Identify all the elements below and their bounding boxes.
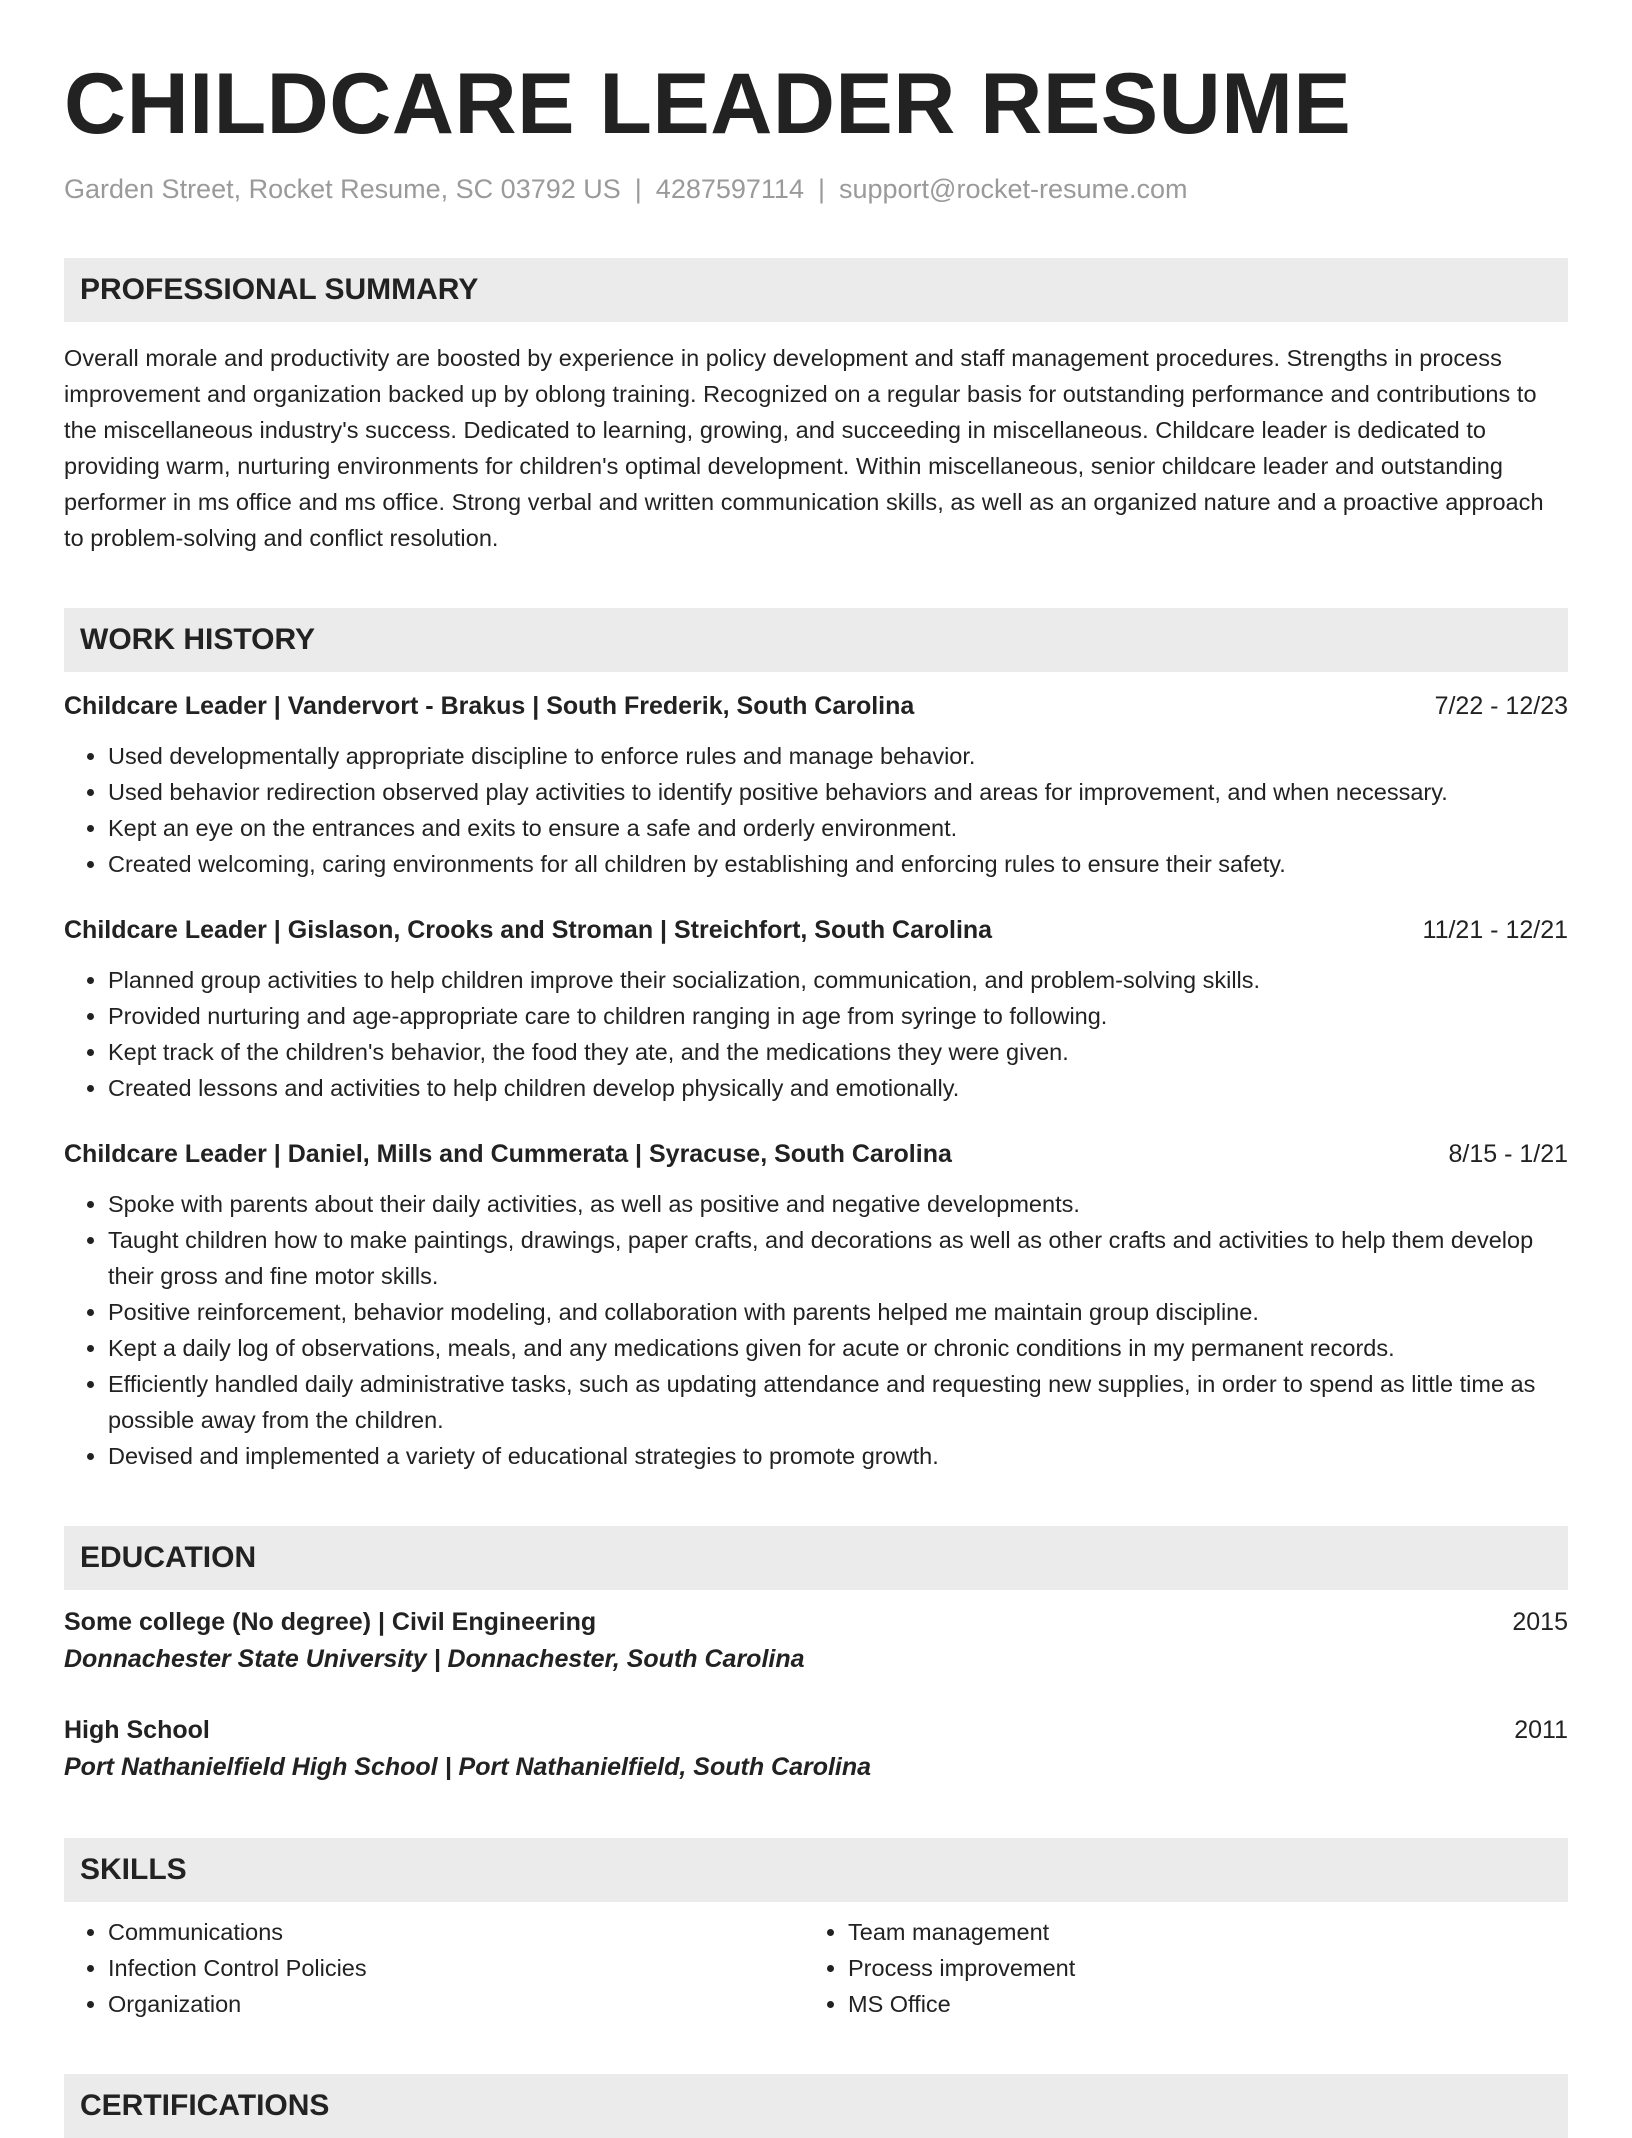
skill-item: • Infection Control Policies [108, 1950, 804, 1986]
education-header [64, 1604, 1568, 1640]
contact-address: Garden Street, Rocket Resume, SC 03792 US [64, 174, 621, 204]
summary-text: Overall morale and productivity are boosted by experience in policy development and staff management procedures. Strengths in process improvement and organization backed up by oblong training. Recognized on a regular basis for outstanding performance and contributions to the miscellaneous industry's success. Dedicated to learning, growing, and succeeding in miscellaneous. Childcare leader is dedicated to providing warm, nurturing environments for children's optimal development. Within miscellaneous, senior childcare leader and outstanding performer in ms office and ms office. Strong verbal and written communication skills, as well as an organized nature and a proactive approach to problem-solving and conflict resolution. [64, 345, 1544, 551]
contact-line [64, 172, 1568, 206]
skills-list [64, 1914, 1568, 2022]
skills-column-right [804, 1914, 1544, 2022]
contact-separator: | [634, 174, 642, 204]
job-entry [64, 1136, 1568, 1474]
education-school: Donnachester State University | Donnachester, South Carolina [64, 1645, 805, 1673]
list-item: • Provided nurturing and age-appropriate care to children ranging in age from syringe to following. [108, 998, 1568, 1034]
education-entry [64, 1712, 1568, 1786]
list-item: • Taught children how to make paintings, drawings, paper crafts, and decorations as well as other crafts and activities to help them develop their gross and fine motor skills. [108, 1222, 1568, 1294]
list-item: • Planned group activities to help children improve their socialization, communication, and problem-solving skills. [108, 962, 1568, 998]
list-item: • Used behavior redirection observed play activities to identify positive behaviors and areas for improvement, and when necessary. [108, 774, 1568, 810]
contact-separator: | [817, 174, 825, 204]
section-heading-work-history: WORK HISTORY [64, 608, 1568, 672]
education-degree: Some college (No degree) | Civil Engineering [64, 1608, 597, 1636]
job-title: Childcare Leader | Gislason, Crooks and Stroman | Streichfort, South Carolina [64, 916, 993, 944]
job-dates: 7/22 - 12/23 [1434, 692, 1568, 720]
contact-email: support@rocket-resume.com [838, 174, 1188, 204]
section-heading-certifications: CERTIFICATIONS [64, 2074, 1568, 2138]
job-entry [64, 688, 1568, 882]
list-item: • Kept an eye on the entrances and exits to ensure a safe and orderly environment. [108, 810, 1568, 846]
list-item: • Spoke with parents about their daily activities, as well as positive and negative developments. [108, 1186, 1568, 1222]
skill-item: • Organization [108, 1986, 804, 2022]
education-school: Port Nathanielfield High School | Port Nathanielfield, South Carolina [64, 1753, 872, 1781]
section-heading-education: EDUCATION [64, 1526, 1568, 1590]
job-header [64, 1136, 1568, 1172]
job-bullets [64, 738, 1568, 882]
contact-phone: 4287597114 [655, 174, 804, 204]
skill-item: • Team management [848, 1914, 1544, 1950]
job-title: Childcare Leader | Daniel, Mills and Cummerata | Syracuse, South Carolina [64, 1140, 952, 1168]
skill-item: • Process improvement [848, 1950, 1544, 1986]
list-item: • Kept track of the children's behavior, the food they ate, and the medications they were given. [108, 1034, 1568, 1070]
education-year: 2011 [1514, 1716, 1568, 1744]
job-bullets [64, 962, 1568, 1106]
list-item: • Efficiently handled daily administrative tasks, such as updating attendance and requesting new supplies, in order to spend as little time as possible away from the children. [108, 1366, 1568, 1438]
list-item: • Kept a daily log of observations, meals, and any medications given for acute or chronic conditions in my permanent records. [108, 1330, 1568, 1366]
list-item: • Positive reinforcement, behavior modeling, and collaboration with parents helped me maintain group discipline. [108, 1294, 1568, 1330]
job-dates: 8/15 - 1/21 [1448, 1140, 1568, 1168]
section-heading-skills: SKILLS [64, 1838, 1568, 1902]
education-header [64, 1712, 1568, 1748]
skills-column-left [64, 1914, 804, 2022]
list-item: • Devised and implemented a variety of educational strategies to promote growth. [108, 1438, 1568, 1474]
list-item: • Used developmentally appropriate discipline to enforce rules and manage behavior. [108, 738, 1568, 774]
education-degree: High School [64, 1716, 210, 1744]
list-item: • Created lessons and activities to help children develop physically and emotionally. [108, 1070, 1568, 1106]
skill-item: • MS Office [848, 1986, 1544, 2022]
education-entry [64, 1604, 1568, 1678]
education-year: 2015 [1512, 1608, 1568, 1636]
resume-title: CHILDCARE LEADER RESUME [64, 56, 1352, 152]
job-header [64, 912, 1568, 948]
job-bullets [64, 1186, 1568, 1474]
job-dates: 11/21 - 12/21 [1422, 916, 1568, 944]
job-entry [64, 912, 1568, 1106]
job-title: Childcare Leader | Vandervort - Brakus | South Frederik, South Carolina [64, 692, 915, 720]
skill-item: • Communications [108, 1914, 804, 1950]
section-heading-summary: PROFESSIONAL SUMMARY [64, 258, 1568, 322]
job-header [64, 688, 1568, 724]
list-item: • Created welcoming, caring environments for all children by establishing and enforcing rules to ensure their safety. [108, 846, 1568, 882]
